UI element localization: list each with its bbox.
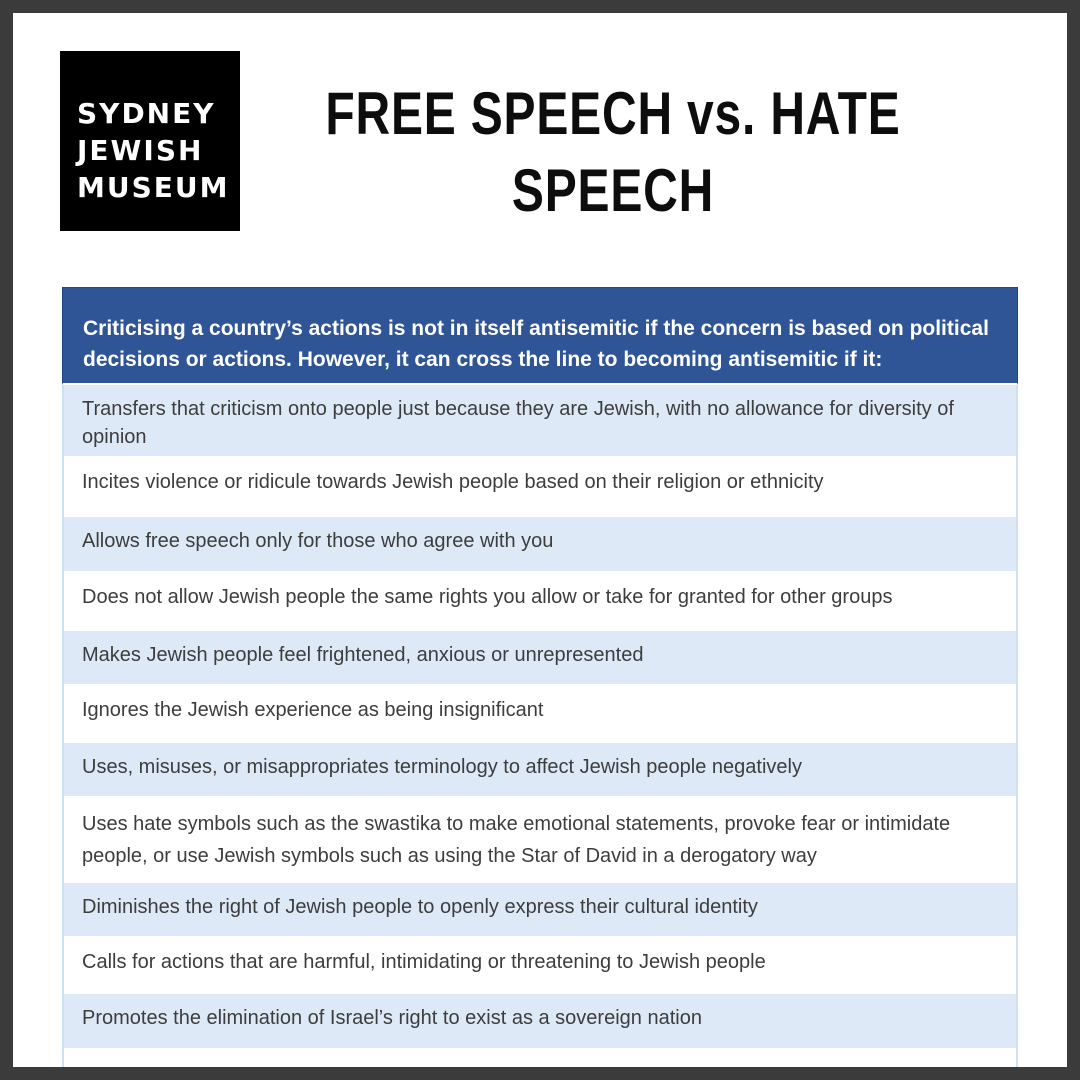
logo-line-sydney: SYDNEY xyxy=(77,97,216,130)
table-row: Uses hate symbols such as the swastika to make emotional statements, provoke fear or intimidate people, or use Jewish symbols such as using the Star of David in a derogatory way xyxy=(64,798,1016,883)
table-header: Criticising a country’s actions is not in itself antisemitic if the concern is based on political decisions or actions. However, it can cross the line to becoming antisemitic if it: xyxy=(62,287,1018,385)
page-title: FREE SPEECH vs. HATE SPEECH xyxy=(325,80,901,224)
sydney-jewish-museum-logo xyxy=(60,51,240,231)
table-row: Allows free speech only for those who agree with you xyxy=(64,517,1016,573)
table-row: Calls for actions that are harmful, intimidating or threatening to Jewish people xyxy=(64,938,1016,994)
table-row: Transfers that criticism onto people just because they are Jewish, with no allowance for diversity of opinion xyxy=(64,385,1016,458)
table-row-clipped xyxy=(64,1050,1016,1067)
table-row: Makes Jewish people feel frightened, anxious or unrepresented xyxy=(64,631,1016,686)
table-row: Uses, misuses, or misappropriates terminology to affect Jewish people negatively xyxy=(64,743,1016,798)
table-body xyxy=(62,385,1018,1067)
table-row: Incites violence or ridicule towards Jewish people based on their religion or ethnicity xyxy=(64,458,1016,517)
logo-line-museum: MUSEUM xyxy=(77,171,230,204)
table-row: Diminishes the right of Jewish people to openly express their cultural identity xyxy=(64,883,1016,938)
logo-line-jewish: JEWISH xyxy=(77,134,204,167)
table-row: Does not allow Jewish people the same rights you allow or take for granted for other groups xyxy=(64,573,1016,631)
poster-page xyxy=(13,13,1067,1067)
table-row: Ignores the Jewish experience as being insignificant xyxy=(64,686,1016,743)
criteria-table xyxy=(62,287,1018,1067)
table-row: Promotes the elimination of Israel’s right to exist as a sovereign nation xyxy=(64,994,1016,1050)
